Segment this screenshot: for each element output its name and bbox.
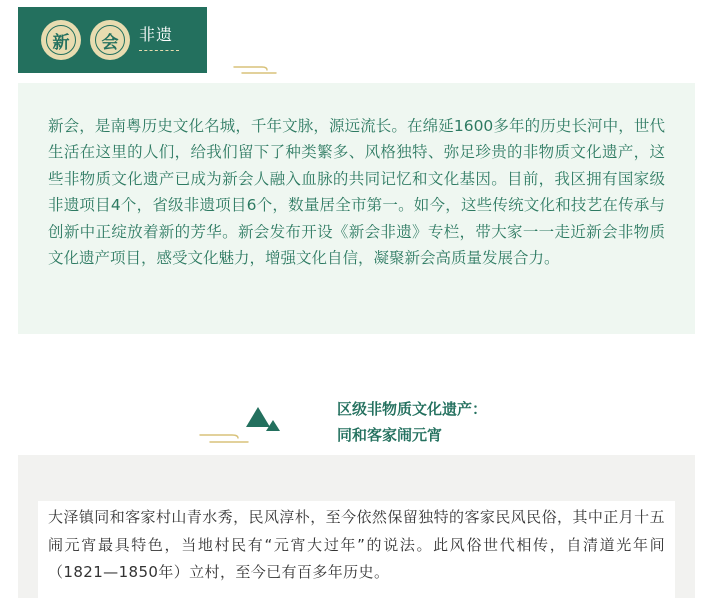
- intro-panel: [18, 83, 695, 334]
- column-banner: [18, 7, 207, 73]
- cloud-ornament-icon: [198, 430, 250, 446]
- intro-text: 新会，是南粤历史文化名城，千年文脉，源远流长。在绵延1600多年的历史长河中，世代生活在这里的人们，给我们留下了种类繁多、风格独特、弥足珍贵的非物质文化遗产，这些非物质文化遗产已成为新会人融入血脉的共同记忆和文化基因。目前，我区拥有国家级非遗项目4个，省级非遗项目6个，数量居全市第一。如今，这些传统文化和技艺在传承与创新中正绽放着新的芳华。新会发布开设《新会非遗》专栏，带大家一一走近新会非物质文化遗产项目，感受文化魅力，增强文化自信，凝聚新会高质量发展合力。: [48, 117, 665, 268]
- body-text: 大泽镇同和客家村山青水秀，民风淳朴，至今依然保留独特的客家民风民俗，其中正月十五闹元宵最具特色，当地村民有“元宵大过年”的说法。此风俗世代相传，自清道光年间（1821—1850年）立村，至今已有百多年历史。: [48, 508, 665, 581]
- cloud-ornament-icon: [232, 62, 278, 76]
- seal-char-xin: 新: [46, 25, 76, 55]
- section-heading: [337, 396, 487, 448]
- section-heading-line1: 区级非物质文化遗产：: [337, 400, 488, 418]
- seal-icon: [43, 22, 79, 58]
- body-card: [38, 501, 675, 598]
- seal-icon: [92, 22, 128, 58]
- seal-char-hui: 会: [95, 25, 125, 55]
- banner-divider: [139, 50, 179, 51]
- section-heading-line2: 同和客家闹元宵: [337, 426, 443, 444]
- mountain-icon: [246, 405, 282, 431]
- banner-title: 非遗: [139, 25, 174, 44]
